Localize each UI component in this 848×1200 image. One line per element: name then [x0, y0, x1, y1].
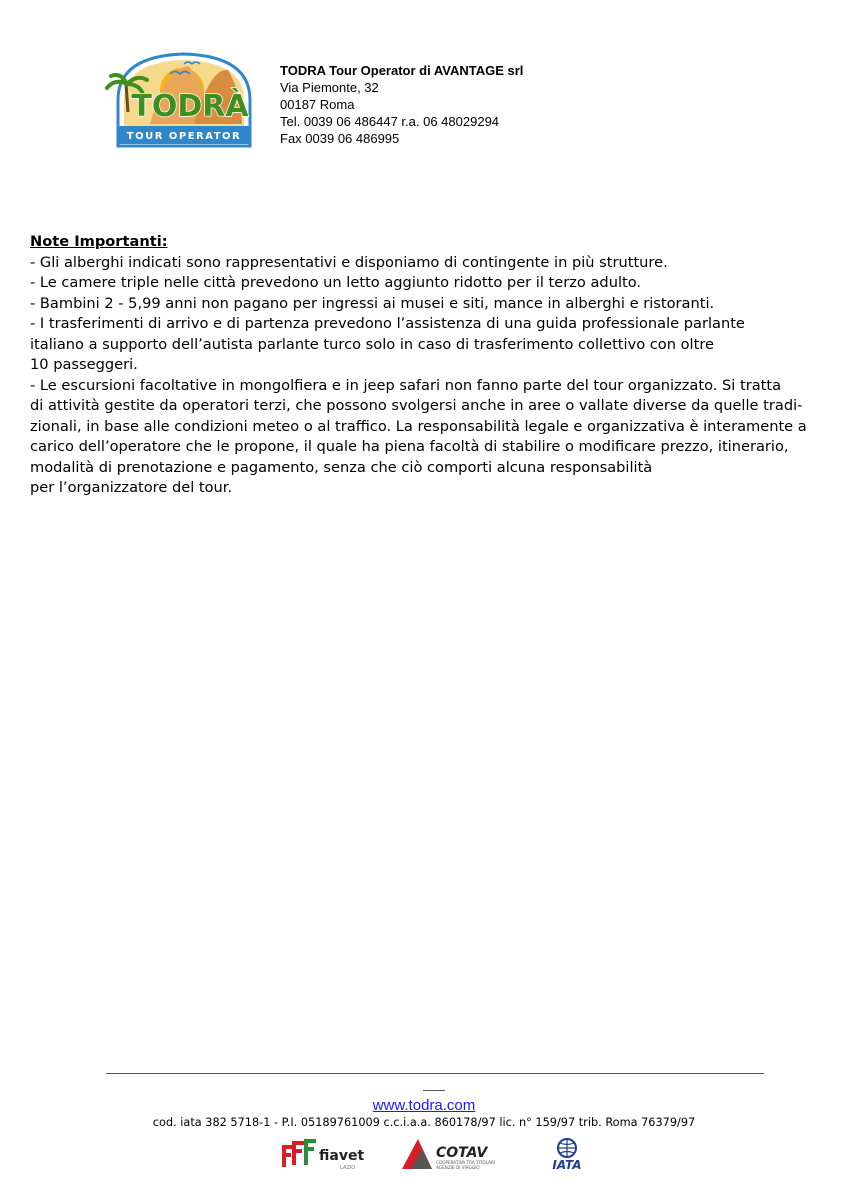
logo-wordmark: TODRÀ: [131, 89, 249, 124]
cotav-subtitle-2: AGENZIE DI VIAGGIO: [436, 1165, 480, 1170]
website-link[interactable]: www.todra.com: [372, 1097, 476, 1114]
fiavet-region: LAZIO: [340, 1165, 356, 1171]
note-line: - I trasferimenti di arrivo e di partenza prevedono l’assistenza di una guida professionale parlante: [30, 315, 745, 332]
cotav-logo: [398, 1135, 504, 1173]
fiavet-wordmark: fiavet: [319, 1148, 365, 1164]
footer-divider: [106, 1073, 764, 1074]
note-line: per l’organizzatore del tour.: [30, 479, 233, 496]
todra-logo: [104, 50, 264, 152]
note-line: italiano a supporto dell’autista parlante turco solo in caso di trasferimento collettivo con oltre: [30, 335, 714, 353]
company-name: TODRA Tour Operator di AVANTAGE srl: [280, 63, 524, 78]
note-line: 10 passeggeri.: [30, 356, 138, 373]
fiavet-logo: [276, 1137, 368, 1171]
cotav-wordmark: COTAV: [436, 1145, 488, 1161]
notes-heading: Note Importanti:: [30, 233, 168, 250]
note-line: - Gli alberghi indicati sono rappresentativi e disponiamo di contingente in più strutture.: [30, 253, 668, 271]
note-line: zionali, in base alle condizioni meteo o al traffico. La responsabilità legale e organizzativa è interamente a: [30, 417, 807, 435]
company-phone: Tel. 0039 06 486447 r.a. 06 48029294: [280, 114, 500, 129]
note-line: di attività gestite da operatori terzi, che possono svolgersi anche in aree o vallate diverse da quelle tradi-: [30, 397, 803, 414]
note-line: carico dell’operatore che le propone, il quale ha piena facoltà di stabilire o modificare prezzo, itinerario,: [30, 438, 789, 455]
iata-wordmark: IATA: [552, 1158, 582, 1171]
note-line: - Le camere triple nelle città prevedono un letto aggiunto ridotto per il terzo adulto.: [30, 274, 642, 291]
cotav-subtitle-1: COOPERATIVA TRA TITOLARI: [436, 1160, 496, 1165]
important-notes: [30, 232, 830, 499]
footer-divider-short: [423, 1090, 445, 1091]
note-line: - Bambini 2 - 5,99 anni non pagano per ingressi ai musei e siti, mance in alberghi e ristoranti.: [30, 294, 715, 312]
company-address: Via Piemonte, 32: [280, 80, 379, 95]
company-header: [280, 62, 523, 147]
note-line: modalità di prenotazione e pagamento, senza che ciò comporti alcuna responsabilità: [30, 458, 653, 476]
company-fax: Fax 0039 06 486995: [280, 131, 400, 146]
iata-logo: [542, 1137, 592, 1171]
company-city: 00187 Roma: [280, 97, 355, 112]
logo-tagline: TOUR OPERATOR: [126, 131, 242, 142]
note-line: - Le escursioni facoltative in mongolfiera e in jeep safari non fanno parte del tour organizzato. Si tratta: [30, 376, 782, 394]
registration-codes: cod. iata 382 5718-1 - P.I. 05189761009 c.c.i.a.a. 860178/97 lic. n° 159/97 trib. Roma 76379/97: [152, 1116, 696, 1129]
